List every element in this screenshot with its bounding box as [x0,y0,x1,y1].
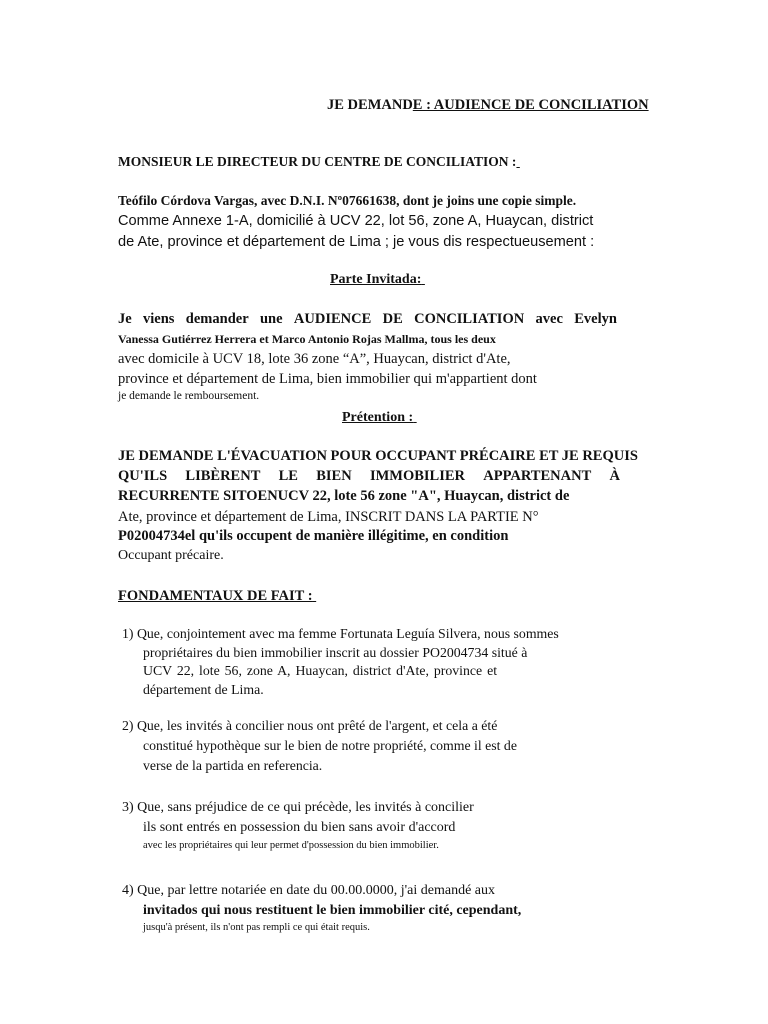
pretention-line-2 [118,468,620,485]
item-1-line-4: département de Lima. [143,682,264,697]
parte-word: AUDIENCE [293,311,372,327]
address-text: MONSIEUR LE DIRECTEUR DU CENTRE DE CONCILIATION : [118,154,517,169]
parte-word: demander [185,311,249,327]
item-1-line-3: UCV 22, lote 56, zone A, Huaycan, district d'Ate, province et [143,663,498,678]
parte-line-1 [118,311,617,328]
parte-heading-underline [421,272,441,288]
parte-line-3: avec domicile à UCV 18, lote 36 zone “A”, Huaycan, district d'Ate, [118,351,511,367]
page-title-part2: E : AUDIENCE DE CONCILIATION [412,97,649,113]
pretention-word: APPARTENANT [483,468,592,484]
item-3-line-2: ils sont entrés en possession du bien sans avoir d'accord [143,820,456,835]
parte-line-5: je demande le remboursement. [118,390,260,402]
pretention-heading [342,410,427,426]
pretention-word: BIEN [316,468,352,484]
item-2-line-3: verse de la partida en referencia. [143,758,323,773]
item-4-line-3: jusqu'à présent, ils n'ont pas rempli ce qui était requis. [143,922,370,933]
item-3-line-1: 3) Que, sans préjudice de ce qui précède, les invités à concilier [122,800,474,815]
parte-word: Evelyn [574,311,617,327]
intro-line-3: de Ate, province et département de Lima ; je vous dis respectueusement : [118,234,595,250]
page-title [327,97,649,114]
fondamentaux-heading [118,588,335,605]
parte-word: avec [535,311,563,327]
pretention-line-1: JE DEMANDE L'ÉVACUATION POUR OCCUPANT PRÉCAIRE ET JE REQUIS [118,448,638,464]
fondamentaux-heading-underline [313,588,335,605]
parte-word: CONCILIATION [414,311,525,327]
item-2-line-2: constitué hypothèque sur le bien de notre propriété, comme il est de [143,738,517,753]
pretention-heading-underline [413,410,427,426]
item-4-line-2: invitados qui nous restituent le bien immobilier cité, cependant, [143,903,522,918]
parte-line-4: province et département de Lima, bien immobilier qui m'appartient dont [118,371,537,387]
pretention-line-5: P02004734el qu'ils occupent de manière illégitime, en condition [118,528,509,544]
pretention-line-4: Ate, province et département de Lima, INSCRIT DANS LA PARTIE N° [118,509,539,525]
item-1-line-2: propriétaires du bien immobilier inscrit au dossier PO2004734 situé à [143,645,528,660]
fondamentaux-heading-text: FONDAMENTAUX DE FAIT : [118,588,313,604]
pretention-line-6: Occupant précaire. [118,548,224,563]
address-heading [118,154,538,170]
parte-word: viens [143,311,175,327]
page-title-part1: JE DEMAND [327,97,413,113]
parte-heading [330,272,441,288]
item-1-line-1: 1) Que, conjointement avec ma femme Fortunata Leguía Silvera, nous sommes [122,626,559,641]
parte-line-2: Vanessa Gutiérrez Herrera et Marco Antonio Rojas Mallma, tous les deux [118,332,496,346]
pretention-word: LIBÈRENT [185,468,261,484]
pretention-word: LE [278,468,298,484]
item-2-line-1: 2) Que, les invités à concilier nous ont prêté de l'argent, et cela a été [122,718,498,733]
parte-word: une [259,311,283,327]
pretention-line-3: RECURRENTE SITOENUCV 22, lote 56 zone "A", Huaycan, district de [118,488,570,504]
item-4-line-1: 4) Que, par lettre notariée en date du 00.00.0000, j'ai demandé aux [122,883,495,898]
pretention-word: QU'ILS [118,468,168,484]
address-underline [516,154,538,170]
parte-word: DE [382,311,403,327]
pretention-word: IMMOBILIER [369,468,466,484]
parte-heading-text: Parte Invitada: [330,272,422,287]
intro-line-2: Comme Annexe 1-A, domicilié à UCV 22, lot 56, zone A, Huaycan, district [118,213,594,229]
pretention-word: À [609,468,620,484]
parte-word: Je [118,311,132,327]
intro-line-1: Teófilo Córdova Vargas, avec D.N.I. Nº07661638, dont je joins une copie simple. [118,193,577,208]
item-3-line-3: avec les propriétaires qui leur permet d'possession du bien immobilier. [143,840,439,851]
pretention-heading-text: Prétention : [342,410,414,425]
